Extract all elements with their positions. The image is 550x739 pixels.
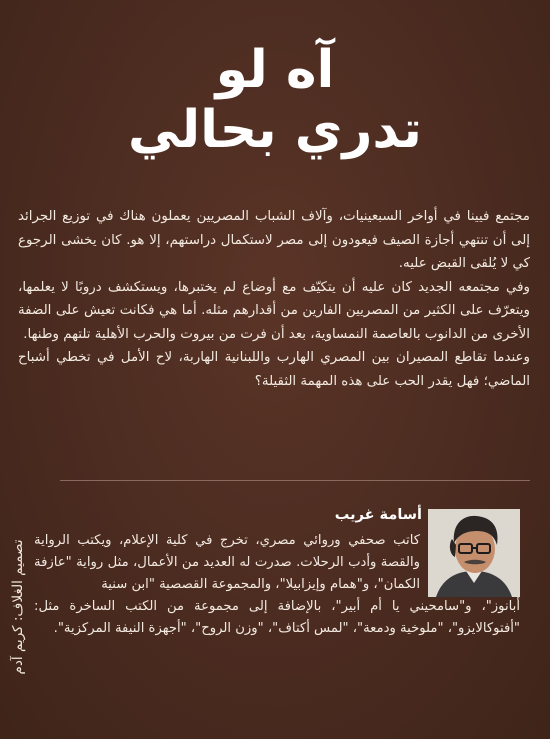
synopsis bbox=[18, 205, 530, 393]
book-title bbox=[0, 40, 550, 160]
synopsis-paragraph-2: وفي مجتمعه الجديد كان عليه أن يتكيّف مع أوضاع لم يختبرها، ويستكشف دروبًا لا يعلمها، ويتعرّف على الكثير من المصريين الفارين من أقدارهم مثله. أما هي فكانت تعيش على الضفة الأخرى من الدانوب بالعاصمة النمساوية، بعد أن فرت من بيروت والحرب الأهلية تلتهم وطنها. bbox=[18, 279, 530, 342]
author-name: أسامة غريب bbox=[334, 507, 422, 523]
synopsis-paragraph-1: مجتمع فيينا في أواخر السبعينيات، وآلاف الشباب المصريين يعملون هناك في توزيع الجرائد إلى أن تنتهي أجازة الصيف فيعودون إلى مصر لاستكمال دراستهم، إلا هو. كان يخشى الرجوع كي لا يُلقى القبض عليه. bbox=[18, 209, 530, 271]
author-photo bbox=[428, 509, 520, 597]
title-line-2: تدري بحالي bbox=[128, 100, 422, 160]
author-portrait-icon bbox=[428, 509, 520, 597]
cover-design-credit-text: تصميم الغلاف: كريم آدم bbox=[10, 539, 26, 674]
title-line-1: آه لو bbox=[215, 40, 335, 100]
synopsis-paragraph-3: وعندما تقاطع المصيران بين المصري الهارب واللبنانية الهاربة، لاح الأمل في تخطي أشباح الماضي؛ فهل يقدر الحب على هذه المهمة الثقيلة؟ bbox=[18, 350, 530, 389]
author-bio-bottom: أبانوز"، و"سامحيني يا أم أبير"، بالإضافة إلى مجموعة من الكتب الساخرة مثل: "أفتوكالايزو"، "ملوخية ودمعة"، "لمس أكتاف"، "وزن الروح"، "أجهزة النيفة المركزية". bbox=[34, 599, 520, 637]
author-bio-top: كاتب صحفي وروائي مصري، تخرج في كلية الإعلام، ويكتب الرواية والقصة وأدب الرحلات. صدرت له العديد من الأعمال، مثل رواية "عازفة الكمان"، و"همام وإيزابيلا"، والمجموعة القصصية "ابن سنية bbox=[34, 533, 420, 593]
section-divider bbox=[60, 480, 530, 481]
cover-design-credit bbox=[8, 484, 28, 729]
